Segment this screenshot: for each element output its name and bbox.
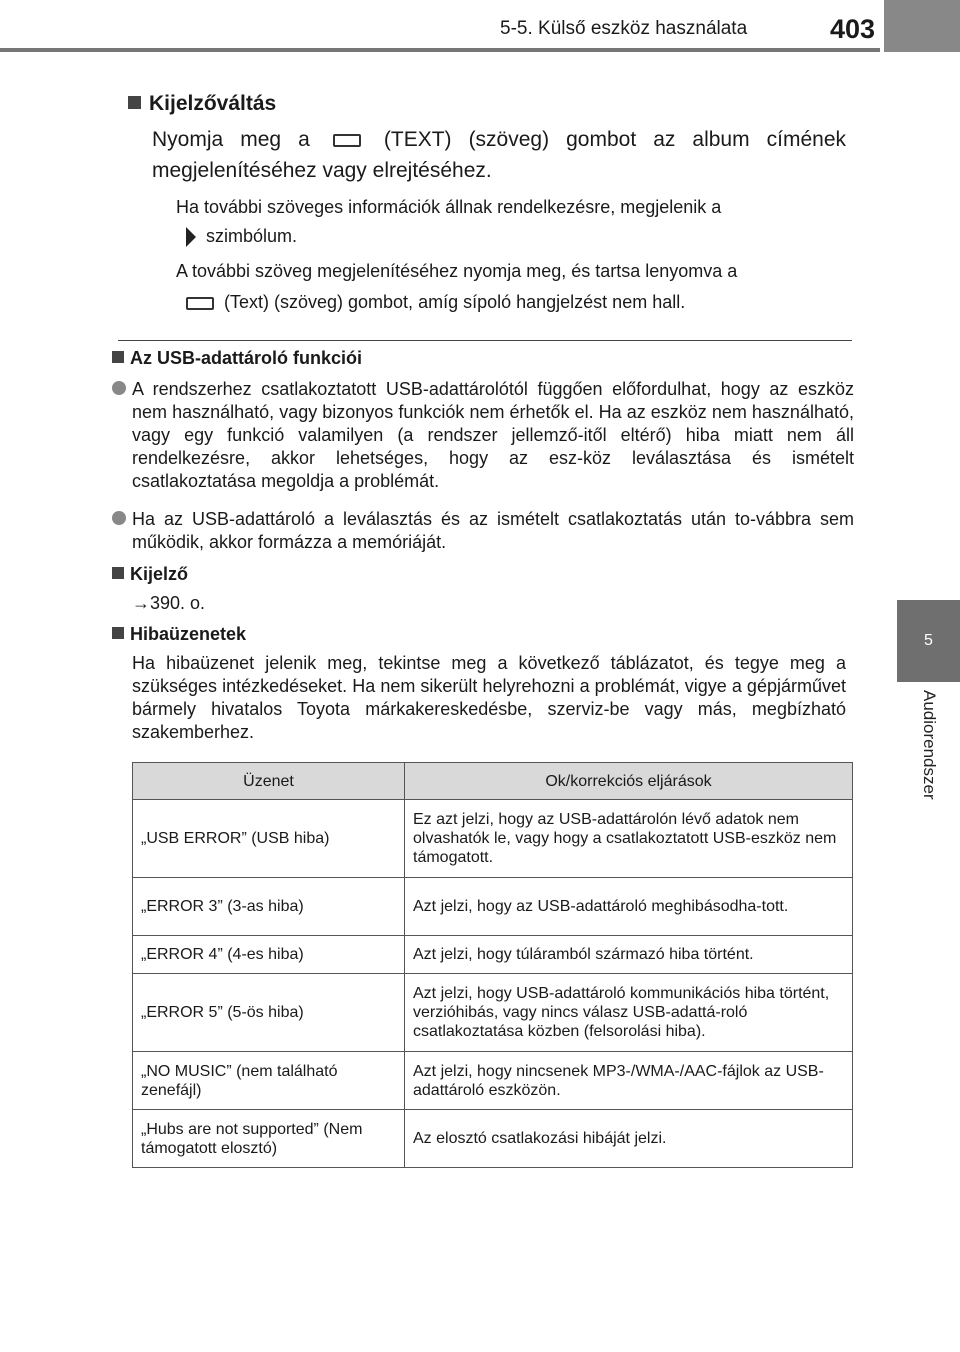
cause-cell: Az elosztó csatlakozási hibáját jelzi. (405, 1110, 853, 1168)
message-cell: „ERROR 4” (4-es hiba) (133, 936, 405, 974)
table-row (133, 974, 853, 1052)
header-cause: Ok/korrekciós eljárások (405, 763, 853, 800)
running-header-section: 5-5. Külső eszköz használata (500, 18, 748, 39)
note-more-text: Ha további szöveges információk állnak rendelkezésre, megjelenik a (176, 197, 722, 217)
note-hold-line: (Text) (szöveg) gombot, amíg sípoló hangjelzést nem hall. (186, 292, 685, 313)
note-symbol-line: szimbólum. (186, 226, 297, 247)
message-cell: „NO MUSIC” (nem található zenefájl) (133, 1052, 405, 1110)
table-row (133, 1052, 853, 1110)
table-header-row (133, 763, 853, 800)
message-cell: „ERROR 5” (5-ös hiba) (133, 974, 405, 1052)
message-cell: „Hubs are not supported” (Nem támogatott elosztó) (133, 1110, 405, 1168)
page-number: 403 (830, 14, 876, 44)
cause-cell: Azt jelzi, hogy az USB-adattároló meghibásodha-tott. (405, 878, 853, 936)
cause-cell: Azt jelzi, hogy túláramból származó hiba történt. (405, 936, 853, 974)
table-row (133, 878, 853, 936)
square-bullet-icon (128, 96, 141, 109)
square-bullet-icon (112, 351, 124, 363)
table-row (133, 1110, 853, 1168)
message-cell: „USB ERROR” (USB hiba) (133, 800, 405, 878)
usb-bullet-1: A rendszerhez csatlakoztatott USB-adattárolótól függően előfordulhat, hogy az eszköz nem használható, vagy bizonyos funkciók nem érhetők el. Ha az eszköz nem használható, vagy egy funkció valamilyen (a rendszer jellemző-itől eltérő) hiba miatt nem áll rendelkezésre, akkor lehetséges, hogy az esz-köz leválasztása és ismételt csatlakoztatása megoldja a problémát. (112, 378, 854, 493)
note-hold-text: A további szöveg megjelenítéséhez nyomja meg, és tartsa lenyomva a (176, 261, 738, 281)
more-text-arrow-icon (186, 227, 196, 247)
display-heading: Kijelző (112, 564, 188, 585)
chapter-number-tab: 5 (897, 600, 960, 682)
display-reference: →390. o. (132, 593, 206, 613)
error-table (132, 762, 853, 1168)
cause-cell: Azt jelzi, hogy nincsenek MP3-/WMA-/AAC-fájlok az USB-adattároló eszközön. (405, 1052, 853, 1110)
round-bullet-icon (112, 381, 126, 395)
table-row (133, 800, 853, 878)
round-bullet-icon (112, 511, 126, 525)
header-message: Üzenet (133, 763, 405, 800)
error-messages-paragraph: Ha hibaüzenet jelenik meg, tekintse meg a következő táblázatot, és tegye meg a szükséges intézkedéseket. Ha nem sikerült helyrehozni a problémát, vigye a gépjárművet bármely hivatalos Toyota márkakereskedésbe, szerviz-be vagy más, megbízható szakemberhez. (132, 653, 846, 742)
text-button-icon (333, 134, 361, 147)
square-bullet-icon (112, 567, 124, 579)
text-button-icon (186, 297, 214, 310)
header-rule (0, 48, 880, 52)
sidebar-top-block (884, 0, 960, 52)
square-bullet-icon (112, 627, 124, 639)
error-messages-heading: Hibaüzenetek (112, 624, 246, 645)
usb-bullet-2: Ha az USB-adattároló a leválasztás és az ismételt csatlakoztatás után to-vábbra sem működik, akkor formázza a memóriáját. (112, 508, 854, 554)
usb-functions-heading: Az USB-adattároló funkciói (112, 348, 362, 369)
section-separator (118, 340, 852, 341)
table-row (133, 936, 853, 974)
cause-cell: Azt jelzi, hogy USB-adattároló kommunikációs hiba történt, verzióhibás, vagy nincs válasz USB-adattá-roló csatlakoztatása közben (felsorolási hiba). (405, 974, 853, 1052)
cause-cell: Ez azt jelzi, hogy az USB-adattárolón lévő adatok nem olvashatók le, vagy hogy a csatlakoztatott USB-eszköz nem támogatott. (405, 800, 853, 878)
display-switch-paragraph: Nyomja meg a (TEXT) (szöveg) gombot az album címének megjelenítéséhez vagy elrejtéséhez. (152, 128, 847, 182)
message-cell: „ERROR 3” (3-as hiba) (133, 878, 405, 936)
display-switch-heading: Kijelzőváltás (128, 92, 276, 116)
chapter-title-vertical: Audiorendszer (920, 690, 939, 800)
